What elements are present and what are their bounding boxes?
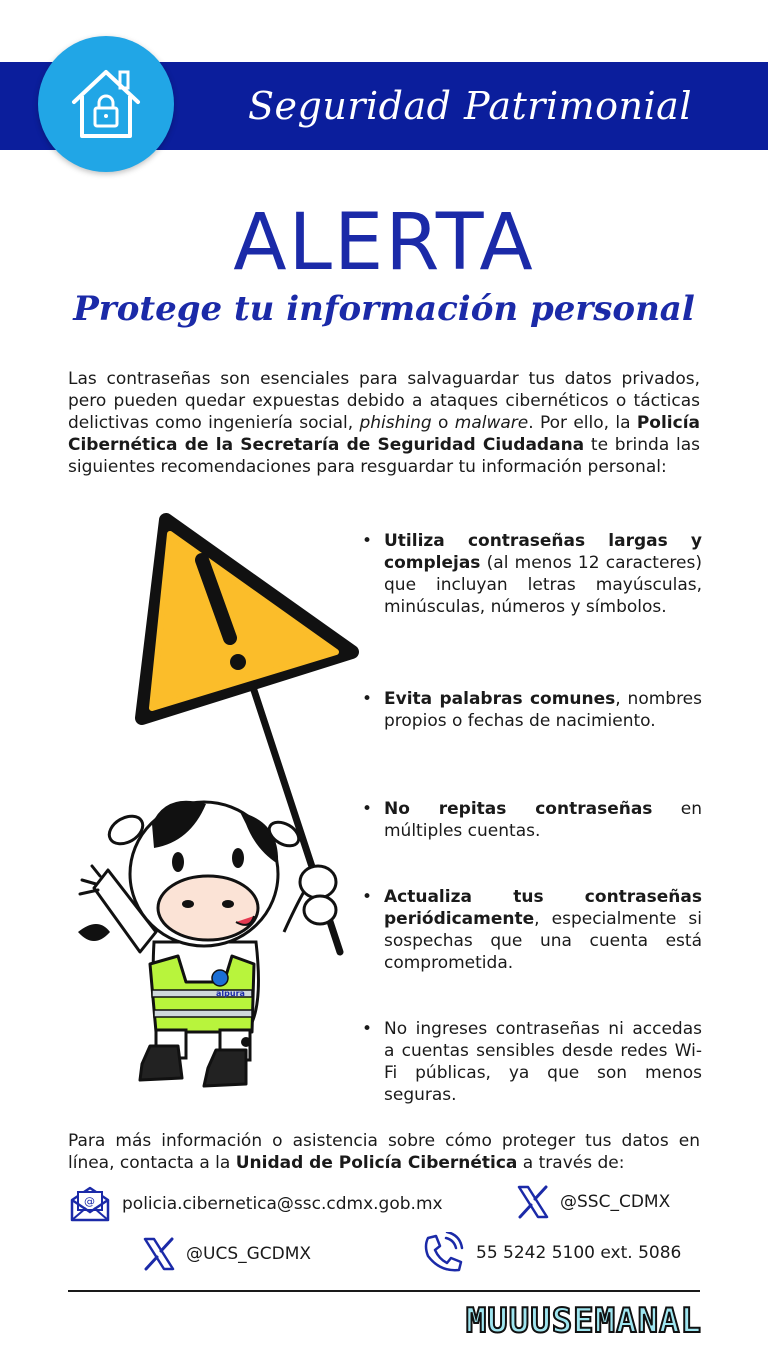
tip-text — [384, 1018, 702, 1106]
intro-paragraph — [68, 368, 700, 478]
tip-bold-text: Utiliza contraseñas largas y complejas — [384, 531, 702, 573]
tip-bullet: • — [362, 799, 373, 819]
tip-item — [362, 530, 702, 618]
tip-body-text: en múltiples cuentas. — [384, 799, 702, 841]
tip-item — [362, 886, 702, 974]
intro-text-2: o — [431, 413, 455, 433]
phone-icon — [420, 1232, 466, 1274]
phone-number[interactable]: 55 5242 5100 ext. 5086 — [476, 1243, 682, 1263]
tip-bullet: • — [362, 689, 373, 709]
alert-subtitle: Protege tu información personal — [73, 289, 695, 329]
tip-item — [362, 1018, 702, 1106]
x-ucs-contact[interactable] — [142, 1236, 311, 1272]
x-logo-icon — [142, 1236, 176, 1272]
vest-label: alpura — [216, 989, 245, 998]
intro-text-4: te brinda las siguientes recomendaciones para resguardar tu información personal: — [68, 435, 700, 477]
footer-paragraph — [68, 1130, 700, 1174]
email-address[interactable]: policia.cibernetica@ssc.cdmx.gob.mx — [122, 1194, 443, 1214]
intro-malware: malware — [454, 413, 529, 433]
tip-bullet: • — [362, 531, 373, 551]
intro-text-1: Las contraseñas son esenciales para salvaguardar tus datos privados, pero pueden quedar expuestas debido a ataques cibernéticos o tácticas delictivas como ingeniería social, — [68, 369, 700, 433]
x-ssc-handle[interactable]: @SSC_CDMX — [560, 1192, 671, 1212]
tip-body-text: No ingreses contraseñas ni accedas a cuentas sensibles desde redes Wi-Fi públicas, ya que son menos seguras. — [384, 1019, 702, 1105]
svg-text:@: @ — [84, 1195, 95, 1208]
brand-logo: MUUUSEMANAL — [465, 1301, 702, 1341]
x-logo-icon — [516, 1184, 550, 1220]
mascot-illustration — [70, 512, 360, 1096]
tip-body-text: , especialmente si sospechas que una cuenta está comprometida. — [384, 909, 702, 973]
email-contact[interactable] — [68, 1184, 443, 1224]
tip-body-text: (al menos 12 caracteres) que incluyan letras mayúsculas, minúsculas, números y símbolos. — [384, 553, 702, 617]
intro-text-3: . Por ello, la — [528, 413, 637, 433]
tip-item — [362, 798, 702, 842]
tip-bold-text: Actualiza tus contraseñas periódicamente — [384, 887, 702, 929]
warning-sign-icon — [142, 520, 352, 718]
footer-text-2: a través de: — [517, 1153, 625, 1173]
tip-text — [384, 798, 702, 842]
tip-body-text: , nombres propios o fechas de nacimiento. — [384, 689, 702, 731]
alert-heading: ALERTA — [233, 198, 535, 288]
tip-bold-text: Evita palabras comunes — [384, 689, 616, 709]
x-ucs-handle[interactable]: @UCS_GCDMX — [186, 1244, 312, 1264]
footer-text-1: Para más información o asistencia sobre cómo proteger tus datos en línea, contacta a la — [68, 1131, 700, 1173]
page-title: Seguridad Patrimonial — [248, 84, 692, 128]
footer-unit: Unidad de Policía Cibernética — [235, 1153, 518, 1173]
house-lock-icon — [38, 36, 174, 172]
email-icon — [68, 1184, 112, 1224]
x-ssc-contact[interactable] — [516, 1184, 670, 1220]
tip-bullet: • — [362, 887, 373, 907]
intro-organization: Policía Cibernética de la Secretaría de Seguridad Ciudadana — [68, 413, 701, 455]
tip-bullet: • — [362, 1019, 373, 1039]
tip-item — [362, 688, 702, 732]
tip-bold-text: No repitas contraseñas — [384, 799, 653, 819]
phone-contact[interactable] — [420, 1232, 681, 1274]
tip-text — [384, 530, 702, 618]
tip-text — [384, 886, 702, 974]
intro-phishing: phishing — [359, 413, 432, 433]
footer-divider — [68, 1290, 700, 1292]
tip-text — [384, 688, 702, 732]
